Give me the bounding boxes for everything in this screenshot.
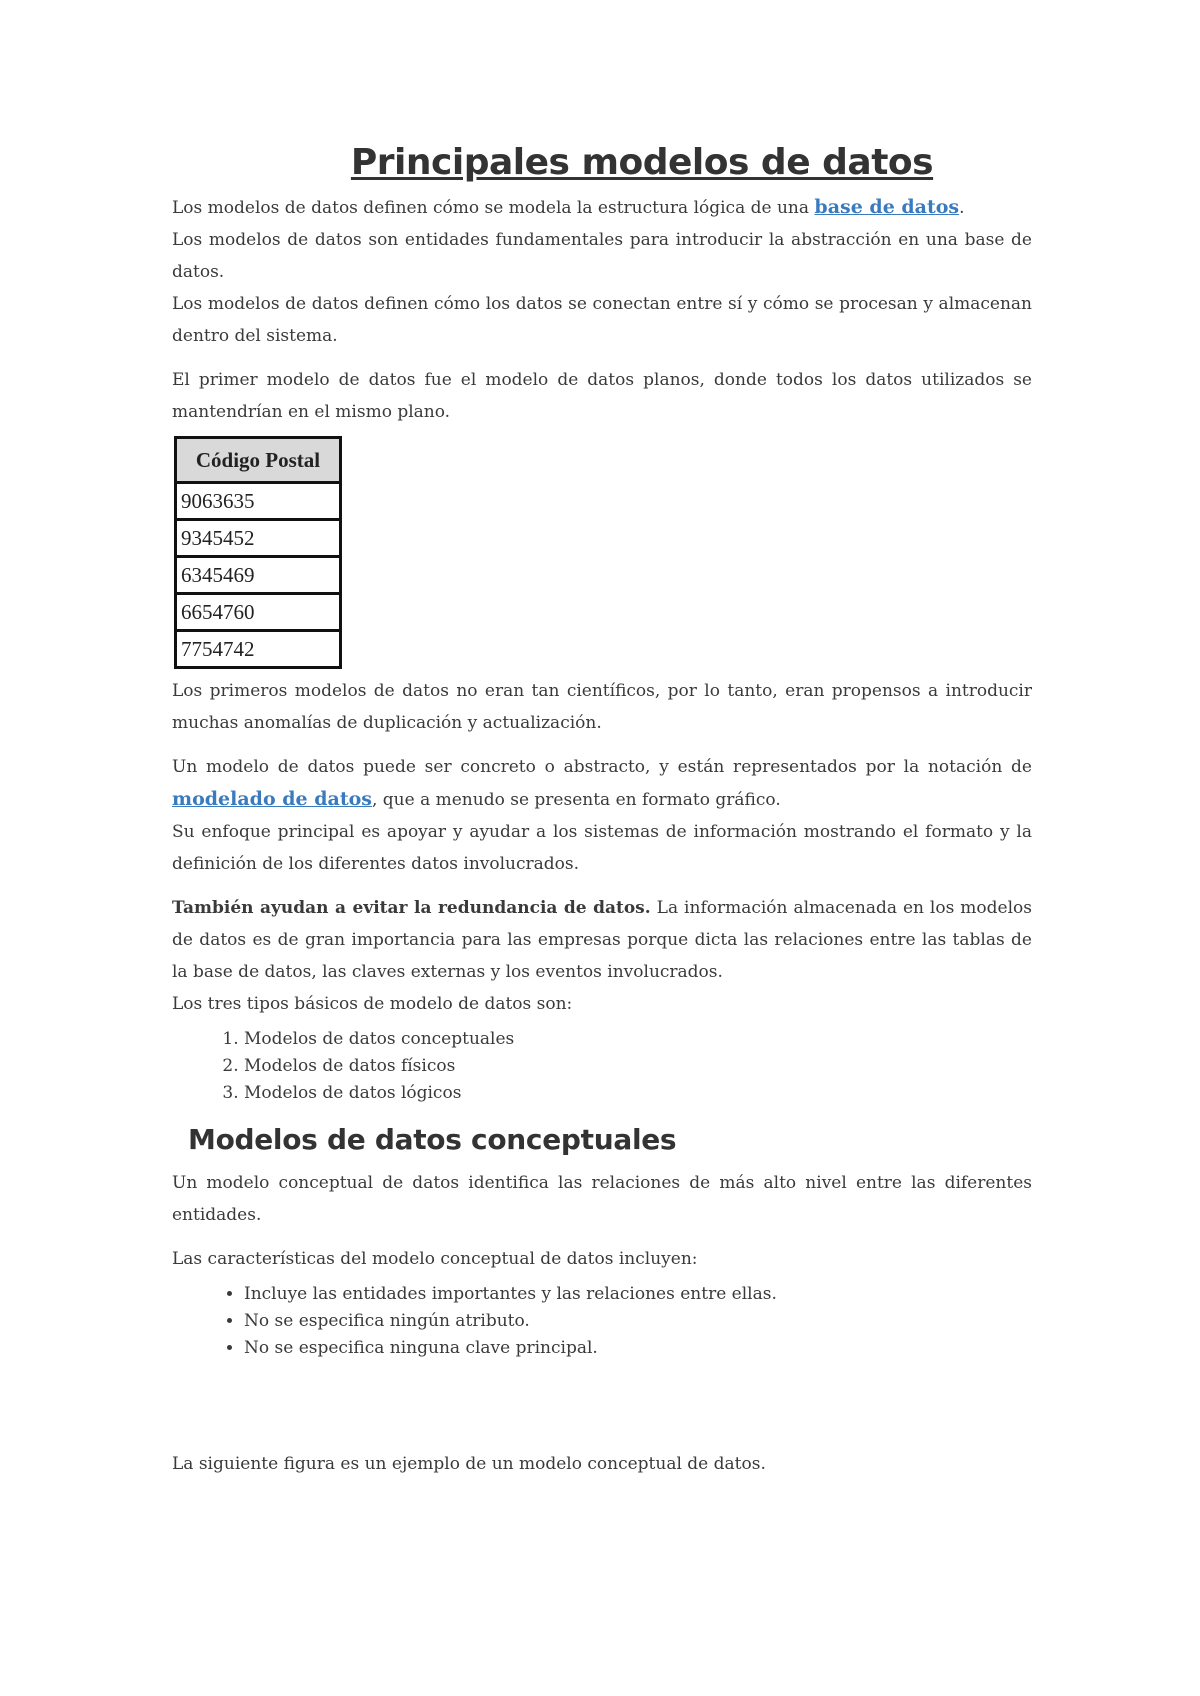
list-item: • Incluye las entidades importantes y las relaciones entre ellas. [244,1281,1032,1308]
body-paragraph-9: Los tres tipos básicos de modelo de datos son: [172,994,573,1014]
body-paragraph-8 [172,892,1032,988]
body-paragraph-7: Su enfoque principal es apoyar y ayudar a los sistemas de información mostrando el formato y la definición de los diferentes datos involucrados. [172,822,1032,874]
intro-paragraph-2: Los modelos de datos son entidades fundamentales para introducir la abstracción en una base de datos. [172,230,1032,282]
section-heading: Modelos de datos conceptuales [188,1123,677,1156]
list-item: • No se especifica ninguna clave principal. [244,1335,1032,1362]
table-cell: 6654760 [176,594,341,631]
postal-code-table [174,436,342,669]
intro-paragraph-1 [172,191,1032,224]
list-item: • No se especifica ningún atributo. [244,1308,1032,1335]
body-paragraph-5: Los primeros modelos de datos no eran tan científicos, por lo tanto, eran propensos a introducir muchas anomalías de duplicación y actualización. [172,681,1032,733]
body-text-6b: , que a menudo se presenta en formato gráfico. [371,790,781,810]
table-cell: 7754742 [176,631,341,668]
section-paragraph-2: Las características del modelo conceptual de datos incluyen: [172,1249,698,1269]
intro-text-1b: . [959,198,965,218]
table-header-cell: Código Postal [176,438,341,483]
body-text-6a: Un modelo de datos puede ser concreto o abstracto, y están representados por la notación de [172,757,1032,777]
table-header-row [176,438,341,483]
table-cell: 9345452 [176,520,341,557]
intro-paragraph-3: Los modelos de datos definen cómo los datos se conectan entre sí y cómo se procesan y almacenan dentro del sistema. [172,294,1032,346]
modelado-de-datos-link[interactable]: modelado de datos [172,788,372,810]
model-types-list [172,1026,1032,1107]
section-paragraph-3: La siguiente figura es un ejemplo de un modelo conceptual de datos. [172,1454,766,1474]
table-cell: 6345469 [176,557,341,594]
page-title: Principales modelos de datos [350,142,934,183]
table-row [176,557,341,594]
body-text-8: La información almacenada en los modelos de datos es de gran importancia para las empresas porque dicta las relaciones entre las tablas de la base de datos, las claves externas y los eventos involucrados. [172,898,1032,982]
list-item: 3. Modelos de datos lógicos [244,1080,1032,1107]
list-item: 2. Modelos de datos físicos [244,1053,1032,1080]
document-page [172,140,1032,1480]
intro-text-1a: Los modelos de datos definen cómo se modela la estructura lógica de una [172,198,815,218]
table-row [176,631,341,668]
bold-statement: También ayudan a evitar la redundancia de datos. [172,898,651,918]
body-paragraph-6 [172,751,1032,816]
table-cell: 9063635 [176,483,341,520]
list-item: 1. Modelos de datos conceptuales [244,1026,1032,1053]
table-row [176,594,341,631]
base-de-datos-link[interactable]: base de datos [814,196,960,218]
table-row [176,520,341,557]
table-row [176,483,341,520]
section-paragraph-1: Un modelo conceptual de datos identifica las relaciones de más alto nivel entre las diferentes entidades. [172,1173,1032,1225]
characteristics-list [172,1281,1032,1362]
intro-paragraph-4: El primer modelo de datos fue el modelo de datos planos, donde todos los datos utilizados se mantendrían en el mismo plano. [172,370,1032,422]
